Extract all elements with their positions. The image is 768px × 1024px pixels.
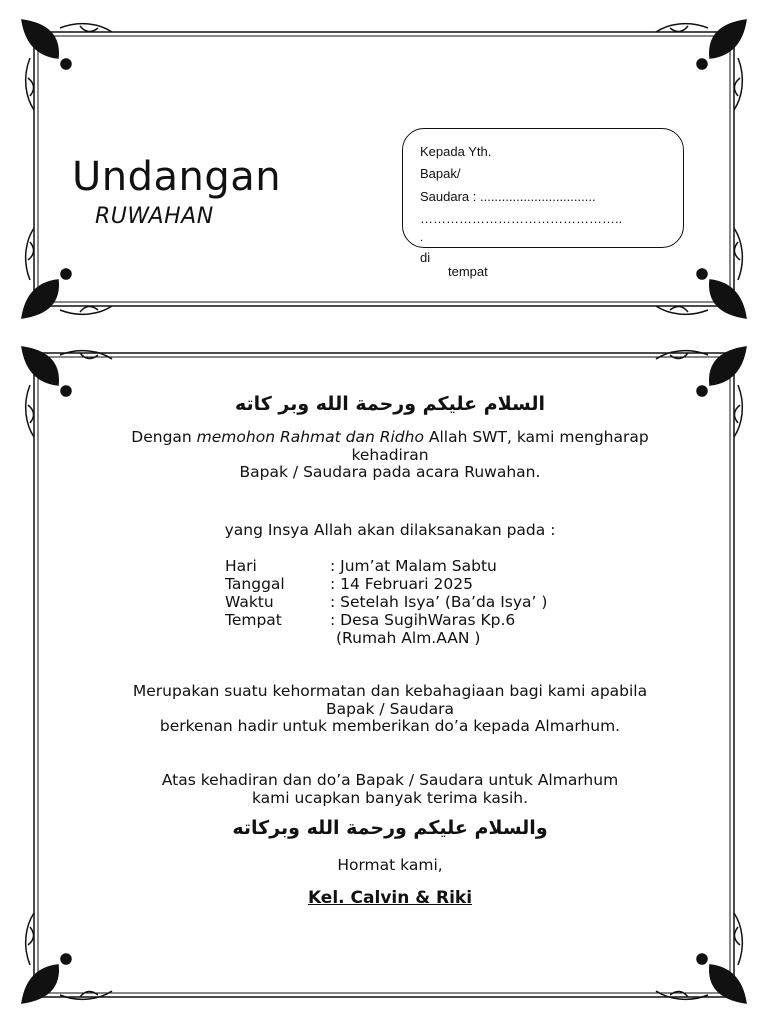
invitation-card: [20, 345, 748, 1005]
address-line-recipient: Kepada Yth.: [420, 144, 492, 159]
address-line-place: tempat: [448, 264, 488, 279]
detail-row-day: Hari : Jum’at Malam Sabtu: [225, 557, 497, 575]
address-line-blank: ………………………………………..: [420, 211, 623, 226]
detail-row-place: Tempat : Desa SugihWaras Kp.6: [225, 611, 516, 629]
invitation-subtitle: RUWAHAN: [95, 204, 214, 229]
address-line-dot: .: [420, 232, 424, 244]
address-line-di: di: [420, 250, 431, 265]
schedule-intro: yang Insya Allah akan dilaksanakan pada :: [224, 521, 556, 539]
opening-greeting: السلام عليكم ورحمة الله وبر كاته: [234, 393, 546, 415]
location-note: (Rumah Alm.AAN ): [336, 629, 481, 647]
invitation-title: Undangan: [72, 154, 282, 200]
honor-paragraph: Merupakan suatu kehormatan dan kebahagiaan bagi kami apabila Bapak / Saudara berkenan hadir untuk memberikan do’a kepada Almarhum.: [132, 682, 648, 735]
address-line-name: Saudara : ................................: [420, 189, 596, 204]
envelope-card: [20, 18, 748, 320]
thanks-paragraph: Atas kehadiran dan do’a Bapak / Saudara untuk Almarhum kami ucapkan banyak terima kasih.: [161, 771, 619, 807]
address-line-title: Bapak/: [420, 166, 461, 181]
closing-greeting: والسلام عليكم ورحمة الله وبركاته: [232, 817, 548, 839]
intro-paragraph: Dengan memohon Rahmat dan Ridho Allah SWT, kami mengharap kehadiran Bapak / Saudara pada acara Ruwahan.: [131, 428, 649, 481]
signature: Kel. Calvin & Riki: [307, 888, 473, 908]
detail-row-time: Waktu : Setelah Isya’ (Ba’da Isya’ ): [225, 593, 548, 611]
detail-row-date: Tanggal : 14 Februari 2025: [225, 575, 473, 593]
closing-phrase: Hormat kami,: [337, 856, 443, 874]
